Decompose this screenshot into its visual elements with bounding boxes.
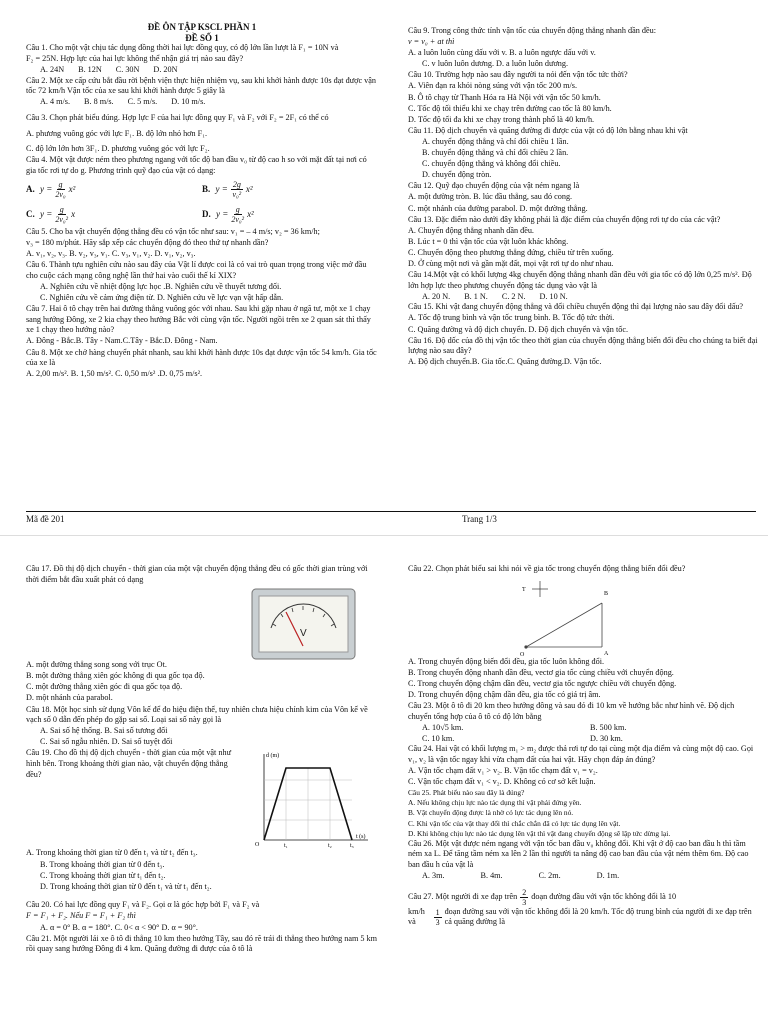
question-23: Câu 23. Một ô tô đi 20 km theo hướng đông và sau đó đi 10 km về hướng bắc như hình vẽ. Độ dịch chuyển tổng hợp của ô tô có độ lớn bằng (408, 701, 735, 722)
option: C. chuyển động thẳng và không đổi chiều. (422, 159, 561, 169)
graph-y-label: d (m) (266, 753, 280, 760)
option: D. 10 N. (539, 291, 568, 301)
question-17: Câu 17. Đồ thị độ dịch chuyển - thời gian của một vật chuyển động thẳng đều có gốc thời gian trùng với thời điểm bắt đầu xuất phát có dạng (26, 564, 368, 584)
option: D. 30 km. (590, 733, 623, 743)
question-5-cont: v₃ = 180 m/phút. Hãy sắp xếp các chuyển động đó theo thứ tự nhanh dần? (26, 238, 269, 248)
question-7: Câu 7. Hai ô tô chạy trên hai đường thẳng vuông góc với nhau. Sau khi gặp nhau ở ngã tư, một xe 1 chạy sang hướng Đông, xe 2 kia chạy theo hướng Bắc với cùng vận tốc. Người ngồi trên xe 2 quan sát thì thấy xe 1 chạy theo hướng nào? (26, 304, 371, 335)
question-16-options: A. Độ dịch chuyển.B. Gia tốc.C. Quãng đường.D. Vận tốc. (408, 357, 602, 367)
option: D. Trong khoảng thời gian từ 0 đến t₁ và từ t₁ đến t₂. (40, 881, 212, 891)
question-18-cd: C. Sai số ngẫu nhiên. D. Sai số tuyệt đối (40, 737, 173, 747)
question-24-cd: C. Vận tốc chạm đất v₁ < v₂. D. Không có cơ sở kết luận. (408, 777, 596, 787)
question-23-options (408, 723, 758, 744)
option: D. 1m. (596, 870, 620, 880)
option: C. 2 N. (501, 291, 526, 301)
question-18: Câu 18. Một học sinh sử dụng Vôn kế để đo hiệu điện thế, tuy nhiên chưa hiệu chỉnh kim của Vôn kế về vạch số 0 dẫn đến phép đo gặp sai số. Loại sai số này gọi là (26, 704, 368, 725)
question-11: Câu 11. Độ dịch chuyển và quãng đường đi được của vật có độ lớn bằng nhau khi vật (408, 125, 688, 135)
page-number: Trang 1/3 (462, 514, 497, 524)
question-20-formula: F = F₁ + F₂. Nếu F = F₁ + F₂ thì (26, 911, 136, 921)
option: D. 10 m/s. (171, 97, 206, 107)
column-right-1 (408, 26, 758, 368)
option: D. Trong chuyển động chậm dần đều, gia tốc có giá trị âm. (408, 690, 601, 700)
question-8: Câu 8. Một xe chở hàng chuyển phát nhanh, sau khi khởi hành được 10s đạt được vận tốc 54 km/h. Gia tốc của xe là (26, 347, 377, 368)
exam-subtitle: ĐỀ SỐ 1 (185, 32, 219, 43)
option: A. 3m. (422, 870, 445, 880)
compass-figure (518, 575, 718, 657)
option: A. một đường thẳng song song với trục Ot. (26, 660, 167, 670)
graph-t2: t₂ (328, 843, 332, 849)
option: D. một nhánh của parabol. (26, 693, 113, 703)
option: C. Trong khoảng thời gian từ t₁ đến t₂. (40, 870, 166, 880)
option: B. 1 N. (464, 291, 488, 301)
graph-t1: t₁ (284, 843, 288, 849)
option: B. 4m. (480, 870, 503, 880)
question-27-line1 (408, 888, 758, 907)
question-2: Câu 2. Một xe cấp cứu bắt đầu rời bệnh viện thực hiện nhiệm vụ, sau khi khởi hành được 10s đạt được vận tốc 72 km/h Vận tốc của xe sau khi khởi hành được 5 giây là (26, 75, 376, 96)
question-26-options (408, 871, 758, 882)
option: B. Lúc t = 0 thì vận tốc của vật luôn khác không. (408, 236, 569, 246)
question-1: Câu 1. Cho một vật chịu tác dụng đồng thời hai lực đồng quy, có độ lớn lần lượt là F₁ = 10N và (26, 43, 339, 52)
question-19-block (26, 748, 378, 848)
question-27-d: đoạn đường sau với vận tốc không đổi là 20 km/h. Tốc độ trung bình của người đi xe đạp trên cả quãng đường là (444, 906, 752, 927)
question-15-cd: C. Quãng đường và độ dịch chuyển. D. Độ dịch chuyển và vận tốc. (408, 324, 628, 334)
fraction-one-third: $\frac{1}{3}$ (435, 907, 440, 927)
option: C. Khi vận tốc của vật thay đổi thì chắc chắn đã có lực tác dụng lên vật. (408, 818, 621, 828)
formula-d: D. y = $\frac{g}{\text{2v₀²}}$ x² (202, 205, 254, 225)
question-9-formula: v = v₀ + at thì (408, 37, 455, 47)
question-1-options (26, 65, 378, 76)
question-18-ab: A. Sai số hệ thống. B. Sai số tương đối (40, 726, 168, 736)
page-2 (0, 535, 768, 1025)
question-27-a: Câu 27. Một người đi xe đạp trên (408, 891, 518, 901)
question-27-b: đoạn đường đầu với vận tốc không đổi là 10 (531, 891, 677, 901)
graph-x-label: t (s) (356, 834, 366, 841)
option: A. Nếu không chịu lực nào tác dụng thì vật phải đứng yên. (408, 798, 582, 808)
option: C. 30N (115, 65, 140, 75)
option: A. Trong chuyển động biến đổi đều, gia tốc luôn không đổi. (408, 657, 605, 667)
question-20: Câu 20. Có hai lực đồng quy F₁ và F₂. Gọi α là góc hợp bởi F₁ và F₂ và (26, 900, 260, 910)
option: C. một đường thẳng xiên góc đi qua gốc tọa độ. (26, 682, 183, 692)
question-6: Câu 6. Thành tựu nghiên cứu nào sau đây của Vật lí được coi là có vai trò quan trọng trong việc mở đầu cho cuộc cách mạng công nghệ lần thứ hai vào cuối thế kỉ XIX? (26, 260, 367, 280)
question-26: Câu 26. Một vật được ném ngang với vận tốc ban đầu v₀ không đổi. Khi vật ở độ cao ban đầu h thì tầm ném xa L. Để tăng tầm ném xa lên 2 lần thì người ta nâng độ cao ban đầu của vật ném thêm 6m. Độ cao ban đầu h của vật là (408, 838, 749, 869)
option: A. 10√5 km. (422, 723, 464, 733)
option: C. Tốc độ tối thiểu khi xe chạy trên đường cao tốc là 80 km/h. (408, 103, 612, 113)
option: B. Ô tô chạy từ Thanh Hóa ra Hà Nội với vận tốc 50 km/h. (408, 92, 601, 102)
page-footer (26, 511, 756, 524)
question-19: Câu 19. Cho đồ thị độ dịch chuyển - thời gian của một vật như hình bên. Trong khoảng thời gian nào, vật chuyển động thẳng đều? (26, 748, 232, 779)
option: B. Trong khoảng thời gian từ 0 đến t₃. (40, 859, 165, 869)
graph-origin: O (255, 842, 260, 849)
question-12-ab: A. một đường tròn. B. lúc đầu thẳng, sau đó cong. (408, 192, 573, 202)
option: A. 24N (40, 65, 65, 75)
question-27-line2 (408, 907, 758, 928)
option: B. 12N (78, 65, 102, 75)
question-9: Câu 9. Trong công thức tính vận tốc của chuyển động thẳng nhanh dần đều: (408, 26, 656, 35)
column-left-1 (26, 22, 378, 380)
question-3: Câu 3. Chọn phát biểu đúng. Hợp lực F của hai lực đồng quy F₁ và F₂ với F₂ = 2F₁ có thể có (26, 113, 329, 123)
option: D. 20N (153, 65, 178, 75)
option: C. 5 m/s. (127, 97, 158, 107)
question-15: Câu 15. Khi vật đang chuyển động thẳng và đổi chiều chuyển động thì đại lượng nào sau đây đổi dấu? (408, 302, 744, 312)
option: C. 2m. (538, 870, 561, 880)
question-22: Câu 22. Chọn phát biểu sai khi nói về gia tốc trong chuyển động thẳng biến đổi đều? (408, 564, 686, 573)
question-5: Câu 5. Cho ba vật chuyển động thẳng đều có vận tốc như sau: v₁ = – 4 m/s; v₂ = 36 km/h; (26, 227, 320, 237)
question-21: Câu 21. Một người lái xe ô tô đi thẳng 10 km theo hướng Tây, sau đó rẽ trái đi thẳng theo hướng nam 5 km rồi quay sang hướng Đông đi 4 km. Quãng đường đi được của ô tô là (26, 933, 378, 954)
question-4-formulas (26, 177, 378, 227)
option: C. Trong chuyển động chậm dần đều, vectơ gia tốc ngược chiều với chuyển động. (408, 679, 677, 689)
option: D. Ở cùng một nơi và gần mặt đất, mọi vật rơi tự do như nhau. (408, 258, 614, 268)
question-20-options: A. α = 0° B. α = 180°. C. 0< α < 90° D. α = 90°. (40, 922, 198, 932)
column-right-2 (408, 564, 758, 928)
question-10: Câu 10. Trường hợp nào sau đây người ta nói đến vận tốc tức thời? (408, 70, 628, 80)
question-24: Câu 24. Hai vật có khối lượng m₁ > m₂ được thả rơi tự do tại cùng một địa điểm và cùng một độ cao. Gọi v₁, v₂ là vận tốc ngay khi vừa chạm đất của hai vật. Hãy chọn đáp án đúng? (408, 744, 754, 764)
formula-b: B. y = $\frac{2g}{\text{v₀²}}$ x² (202, 180, 253, 200)
option: A. chuyển động thẳng và chỉ đổi chiều 1 lần. (422, 136, 569, 146)
compass-label: T (522, 587, 526, 594)
question-16: Câu 16. Độ dốc của đồ thị vận tốc theo thời gian của chuyển động thẳng biến đổi đều cho chúng ta biết đại lượng nào sau đây? (408, 335, 758, 356)
voltmeter-image (251, 588, 356, 660)
point-a: A (604, 651, 609, 658)
exam-code: Mã đề 201 (26, 514, 65, 524)
question-2-options (26, 97, 378, 108)
option: A. Trong khoảng thời gian từ 0 đến t₁ và từ t₂ đến t₃. (26, 848, 198, 858)
formula-c: C. y = $\frac{g}{\text{2v₀²}}$ x (26, 205, 76, 225)
question-24-ab: A. Vận tốc chạm đất v₁ > v₂. B. Vận tốc chạm đất v₁ = v₂. (408, 766, 598, 776)
question-7-options: A. Đông - Bắc.B. Tây - Nam.C.Tây - Bắc.D. Đông - Nam. (26, 336, 218, 346)
option: B. một đường thẳng xiên góc không đi qua gốc tọa độ. (26, 671, 205, 681)
option: D. Tốc độ tối đa khi xe chạy trong thành phố là 40 km/h. (408, 114, 595, 124)
question-14-options (408, 292, 758, 303)
option: C. 10 km. (422, 733, 455, 743)
question-9-cd: C. v luôn luôn dương. D. a luôn luôn dương. (422, 59, 569, 69)
option: D. chuyển động tròn. (422, 170, 492, 180)
option: C. Chuyển động theo phương thẳng đứng, chiều từ trên xuống. (408, 247, 614, 257)
option: B. Vật chuyển động được là nhờ có lực tác dụng lên nó. (408, 808, 574, 818)
question-5-options: A. v₁, v₂, v₃. B. v₂, v₃, v₁. C. v₃, v₁, v₂. D. v₁, v₂, v₃. (26, 249, 196, 259)
question-6-ab: A. Nghiên cứu về nhiệt động lực học .B. Nghiên cứu về thuyết tương đối. (40, 282, 282, 291)
fraction-two-thirds: $\frac{2}{3}$ (522, 887, 527, 907)
question-8-options: A. 2,00 m/s². B. 1,50 m/s². C. 0,50 m/s² .D. 0,75 m/s². (26, 369, 203, 379)
displacement-graph (252, 748, 372, 848)
option: D. Khi không chịu lực nào tác dụng lên vật thì vật đang chuyển động sẽ lập tức dừng lại. (408, 828, 671, 838)
question-27-c: km/h và (408, 906, 425, 927)
option: B. 8 m/s. (84, 97, 114, 107)
option: B. chuyển động thẳng và chỉ đổi chiều 2 lần. (422, 148, 569, 158)
option: A. 4 m/s. (40, 97, 71, 107)
graph-t3: t₃ (350, 843, 354, 849)
option: B. Trong chuyển động nhanh dần đều, vectơ gia tốc cùng chiều với chuyển động. (408, 668, 674, 678)
question-3-cd: C. độ lớn lớn hơn 3F₁. D. phương vuông góc với lực F₂. (26, 144, 210, 154)
question-4: Câu 4. Một vật được ném theo phương ngang với tốc độ ban đầu v₀ từ độ cao h so với mặt đất tại nơi có gia tốc rơi tự do g. Phương trình quỹ đạo của vật có dạng: (26, 155, 367, 175)
point-b: B (604, 591, 609, 598)
meter-label: V (300, 628, 307, 640)
option: A. Viên đạn ra khỏi nòng súng với vận tốc 200 m/s. (408, 81, 578, 91)
question-15-ab: A. Tốc độ trung bình và vận tốc trung bình. B. Tốc độ tức thời. (408, 313, 615, 323)
point-o: O (520, 652, 525, 658)
question-13: Câu 13. Đặc điểm nào dưới đây không phải là đặc điểm của chuyển động rơi tự do của các vật? (408, 214, 721, 224)
question-6-cd: C. Nghiên cứu về cảm ứng điện từ. D. Nghiên cứu về lực vạn vật hấp dẫn. (40, 293, 284, 303)
formula-a: A. y = $\frac{g}{\text{2v₀}}$ x² (26, 180, 76, 200)
question-25: Câu 25. Phát biểu nào sau đây là đúng? (408, 788, 525, 798)
question-3-ab: A. phương vuông góc với lực F₁. B. độ lớn nhỏ hơn F₁. (26, 128, 208, 138)
exam-title: ĐỀ ÔN TẬP KSCL PHẦN 1 (147, 22, 257, 32)
column-left-2 (26, 564, 378, 955)
option: A. Chuyển động thẳng nhanh dần đều. (408, 225, 534, 235)
option: A. 20 N. (422, 291, 451, 301)
question-12-cd: C. một nhánh của đường parabol. D. một đường thẳng. (408, 203, 588, 213)
option: B. 500 km. (590, 723, 627, 733)
question-12: Câu 12. Quỹ đạo chuyển động của vật ném ngang là (408, 181, 580, 191)
question-14: Câu 14.Một vật có khối lượng 4kg chuyển động thẳng nhanh dần đều với gia tốc có độ lớn 0,25 m/s². Độ lớn hợp lực theo phương chuyển động tác dụng vào vật là (408, 270, 752, 290)
question-9-ab: A. a luôn luôn cùng dấu với v. B. a luôn ngược dấu với v. (408, 48, 596, 58)
question-1-cont: F₂ = 25N. Hợp lực của hai lực không thể nhận giá trị nào sau đây? (26, 54, 244, 64)
